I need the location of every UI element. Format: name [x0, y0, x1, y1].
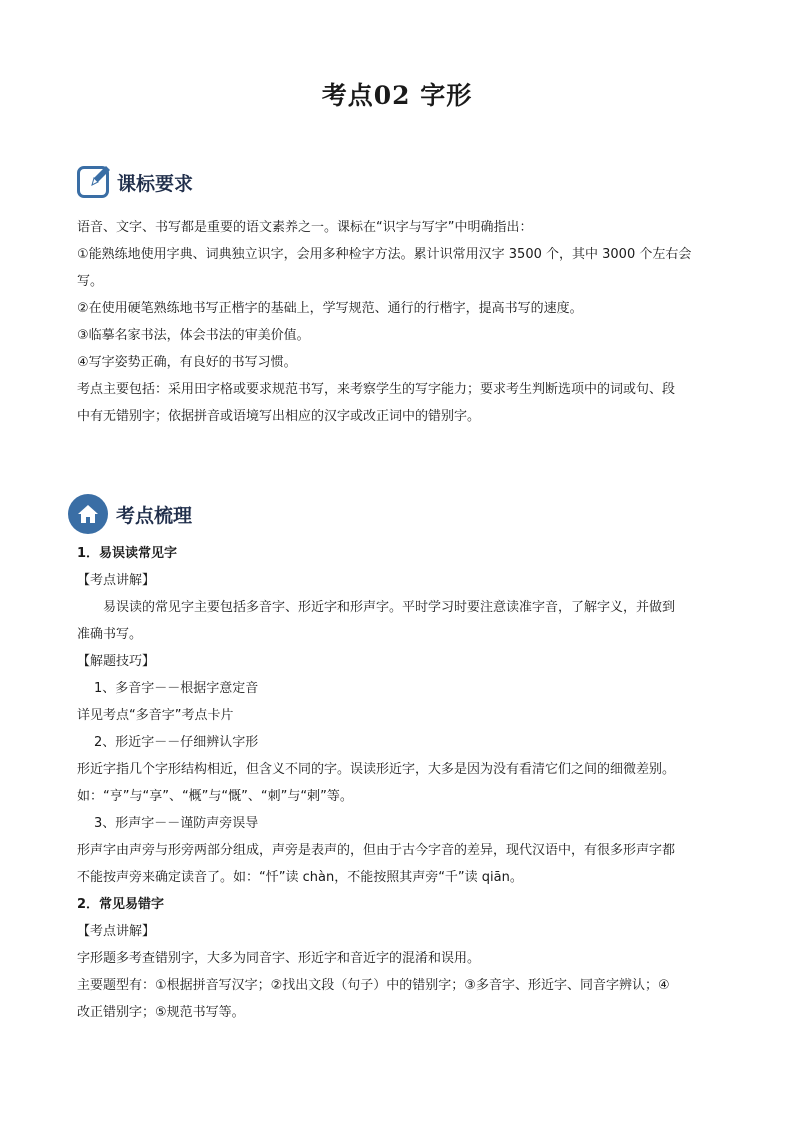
paragraph: 字形题多考查错别字，大多为同音字、形近字和音近字的混淆和误用。: [77, 951, 481, 966]
paragraph: ②在使用硬笔熟练地书写正楷字的基础上，学写规范、通行的行楷字，提高书写的速度。: [77, 301, 583, 316]
paragraph: 形近字指几个字形结构相近，但含义不同的字。误读形近字，大多是因为没有看清它们之间的细微差别。: [77, 762, 676, 777]
paragraph: 形声字由声旁与形旁两部分组成，声旁是表声的，但由于古今字音的差异，现代汉语中，有很多形声字都: [77, 843, 676, 858]
paragraph: 写。: [77, 274, 104, 289]
paragraph: 易误读的常见字主要包括多音字、形近字和形声字。平时学习时要注意读准字音，了解字义，并做到: [103, 600, 676, 615]
subsection-title: 2．常见易错字: [77, 897, 165, 912]
tip-heading: 2、形近字－－仔细辨认字形: [94, 735, 259, 750]
bracket-label: 【考点讲解】: [77, 924, 156, 939]
paragraph: 语音、文字、书写都是重要的语文素养之一。课标在“识字与写字”中明确指出：: [77, 220, 533, 235]
tip-heading: 1、多音字－－根据字意定音: [94, 681, 259, 696]
paragraph: ④写字姿势正确，有良好的书写习惯。: [77, 355, 297, 370]
bracket-label: 【考点讲解】: [77, 573, 156, 588]
paragraph: 详见考点“多音字”考点卡片: [77, 708, 234, 723]
section-heading: 考点梳理: [116, 504, 193, 527]
paragraph: 改正错别字；⑤规范书写等。: [77, 1005, 245, 1020]
paragraph: 如：“亨”与“享”、“概”与“慨”、“刺”与“剌”等。: [77, 789, 353, 804]
section-heading: 课标要求: [117, 172, 194, 195]
home-icon: [68, 494, 108, 534]
paragraph: 主要题型有：①根据拼音写汉字；②找出文段（句子）中的错别字；③多音字、形近字、同音字辨认；④: [77, 978, 670, 993]
bracket-label: 【解题技巧】: [77, 654, 156, 669]
subsection-title: 1．易误读常见字: [77, 546, 178, 561]
paragraph: 中有无错别字；依据拼音或语境写出相应的汉字或改正词中的错别字。: [77, 409, 481, 424]
paragraph: 准确书写。: [77, 627, 143, 642]
curriculum-text: [77, 214, 722, 430]
pencil-edit-icon: [77, 166, 109, 198]
section-header-curriculum: [72, 160, 193, 204]
section-header-review: [68, 492, 192, 536]
paragraph: 不能按声旁来确定读音了。如：“忏”读 chàn，不能按照其声旁“千”读 qiān。: [77, 870, 523, 885]
tip-heading: 3、形声字－－谨防声旁误导: [94, 816, 259, 831]
page-title: 考点02 字形: [321, 81, 473, 110]
paragraph: ①能熟练地使用字典、词典独立识字，会用多种检字方法。累计识常用汉字 3500 个，其中 3000 个左右会: [77, 247, 692, 262]
review-text: [77, 540, 722, 1026]
paragraph: ③临摹名家书法，体会书法的审美价值。: [77, 328, 310, 343]
paragraph: 考点主要包括：采用田字格或要求规范书写，来考察学生的写字能力；要求考生判断选项中的词或句、段: [77, 382, 676, 397]
